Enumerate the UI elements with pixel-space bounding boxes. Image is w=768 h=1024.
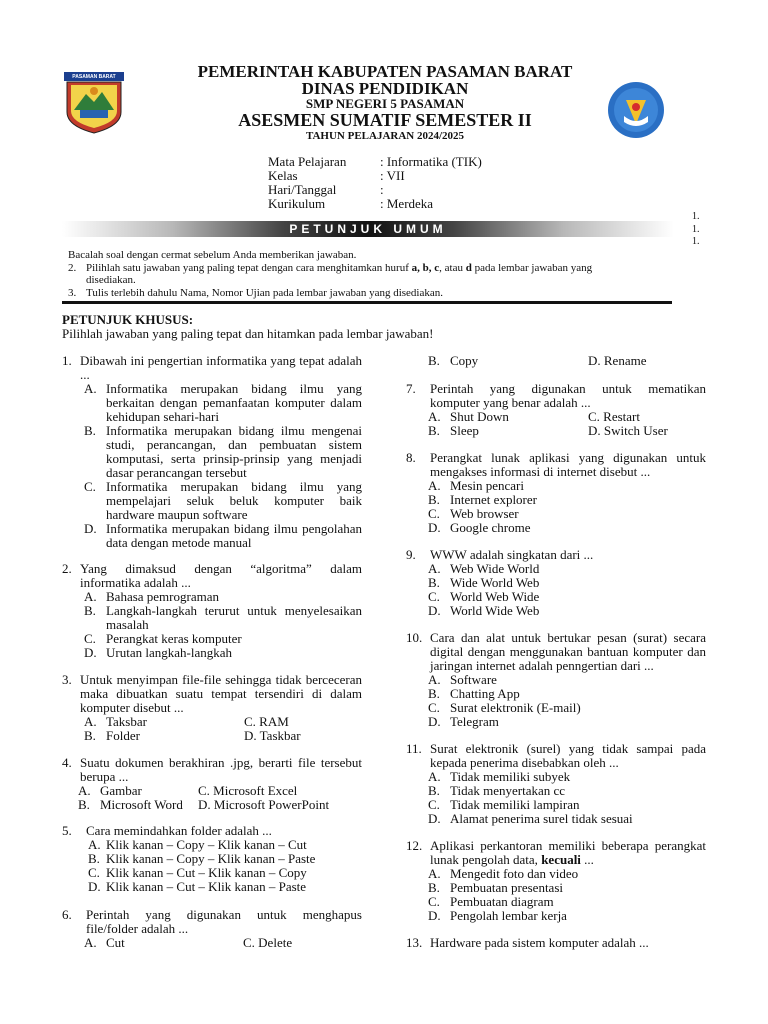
question-number: 8. (406, 450, 416, 465)
info-row-subject (268, 155, 482, 169)
option-b[interactable] (428, 493, 706, 507)
option-letter: B. (78, 797, 90, 812)
option-text: Pembuatan diagram (450, 894, 554, 909)
option-b[interactable] (428, 576, 706, 590)
option-a[interactable] (84, 590, 362, 604)
option-text: Google chrome (450, 520, 531, 535)
option-letter: A. (78, 783, 91, 798)
question-stem: Cara dan alat untuk bertukar pesan (surat) secara digital dengan menggunakan bantuan komputer dan jaringan internet adalah penngertian dari ... (430, 630, 706, 673)
option-text: D. Switch User (588, 423, 668, 438)
question-9 (406, 548, 706, 618)
question-number: 5. (62, 823, 72, 838)
option-d[interactable] (198, 798, 378, 812)
option-b[interactable] (84, 604, 362, 632)
option-text: Informatika merupakan bidang ilmu pengolahan data dengan metode manual (106, 521, 362, 550)
option-text: Internet explorer (450, 492, 537, 507)
instruction-continuation: disediakan. (86, 274, 136, 286)
option-letter: D. (428, 520, 441, 535)
instruction-bold: a, b, c (411, 262, 440, 274)
question-stem: Hardware pada sistem komputer adalah ... (430, 935, 649, 950)
question-stem: Perangkat lunak aplikasi yang digunakan untuk mengakses informasi di internet disebut ... (430, 450, 706, 479)
option-letter: D. (428, 603, 441, 618)
option-text: Mesin pencari (450, 478, 525, 493)
question-number: 1. (62, 353, 72, 368)
question-3 (62, 673, 362, 743)
option-text: Langkah-langkah terurut untuk menyelesaikan masalah (106, 603, 362, 632)
option-text: C. Restart (588, 409, 640, 424)
option-d[interactable] (84, 646, 362, 660)
option-letter: B. (88, 851, 100, 866)
option-a[interactable] (428, 410, 588, 424)
option-d[interactable] (244, 729, 404, 743)
option-letter: A. (428, 409, 441, 424)
side-number: 1. (692, 236, 700, 247)
question-number: 7. (406, 381, 416, 396)
option-letter: C. (88, 865, 100, 880)
question-stem (430, 839, 706, 867)
stem-text: Aplikasi perkantoran memiliki beberapa perangkat lunak pengolah data, (430, 838, 706, 867)
option-text: Folder (106, 728, 140, 743)
option-d[interactable] (428, 909, 706, 923)
question-stem: Dibawah ini pengertian informatika yang tepat adalah ... (80, 353, 362, 382)
option-text: Wide World Web (450, 575, 540, 590)
option-text: D. Microsoft PowerPoint (198, 797, 330, 812)
info-row-date (268, 183, 482, 197)
option-text: Urutan langkah-langkah (106, 645, 232, 660)
option-text: Pengolah lembar kerja (450, 908, 567, 923)
option-letter: D. (84, 521, 97, 536)
question-10 (406, 631, 706, 729)
question-1 (62, 354, 362, 550)
option-d[interactable] (428, 715, 706, 729)
question-7 (406, 382, 706, 438)
option-text: Perangkat keras komputer (106, 631, 242, 646)
side-number: 1. (692, 211, 700, 222)
government-title: PEMERINTAH KABUPATEN PASAMAN BARAT (197, 62, 573, 81)
option-letter: B. (428, 353, 440, 368)
option-d[interactable] (588, 424, 728, 438)
option-text: World Wide Web (450, 603, 540, 618)
option-text: Klik kanan – Copy – Klik kanan – Paste (106, 851, 316, 866)
option-text: Web browser (450, 506, 519, 521)
question-stem: Perintah yang digunakan untuk menghapus file/folder adalah ... (86, 907, 362, 936)
option-letter: A. (428, 672, 441, 687)
specific-instructions-text: Pilihlah jawaban yang paling tepat dan hitamkan pada lembar jawaban! (62, 326, 434, 341)
option-letter: C. (84, 631, 96, 646)
option-letter: C. (428, 589, 440, 604)
assessment-title: ASESMEN SUMATIF SEMESTER II (238, 110, 532, 130)
option-c[interactable] (588, 410, 728, 424)
option-letter: C. (84, 479, 96, 494)
option-letter: D. (428, 714, 441, 729)
option-a[interactable] (78, 784, 198, 798)
option-text: Klik kanan – Cut – Klik kanan – Paste (106, 879, 307, 894)
stem-bold: kecuali (541, 852, 581, 867)
question-5 (62, 824, 362, 894)
info-label: Mata Pelajaran (268, 154, 347, 169)
specific-instructions-title: PETUNJUK KHUSUS: (62, 312, 194, 327)
option-letter: C. (428, 797, 440, 812)
info-row-curriculum (268, 197, 482, 211)
option-d[interactable] (428, 521, 706, 535)
option-text: Shut Down (450, 409, 509, 424)
option-text: Software (450, 672, 497, 687)
instruction-text: Bacalah soal dengan cermat sebelum Anda memberikan jawaban. (68, 249, 357, 261)
option-c[interactable] (428, 590, 706, 604)
option-letter: A. (84, 381, 97, 396)
option-text: Klik kanan – Cut – Klik kanan – Copy (106, 865, 307, 880)
instruction-3 (68, 287, 678, 299)
option-letter: B. (84, 728, 96, 743)
option-d[interactable] (84, 522, 362, 550)
question-number: 10. (406, 630, 423, 645)
option-b[interactable] (428, 784, 706, 798)
question-6 (62, 908, 362, 950)
instruction-number: 3. (68, 287, 77, 299)
option-letter: A. (84, 714, 97, 729)
question-stem: Suatu dokumen berakhiran .jpg, berarti file tersebut berupa ... (80, 755, 362, 784)
option-a[interactable] (84, 382, 362, 424)
option-text: Web Wide World (450, 561, 540, 576)
question-stem: Cara memindahkan folder adalah ... (86, 823, 272, 838)
option-c[interactable] (428, 798, 706, 812)
instruction-text: Pilihlah satu jawaban yang paling tepat dengan cara menghitamkan huruf (86, 262, 412, 274)
option-a[interactable] (428, 479, 706, 493)
option-b[interactable] (428, 881, 706, 895)
option-letter: B. (428, 423, 440, 438)
option-text: Mengedit foto dan video (450, 866, 579, 881)
info-value: : Merdeka (380, 196, 434, 211)
option-letter: A. (84, 935, 97, 950)
question-6-continued (406, 354, 706, 368)
question-stem: WWW adalah singkatan dari ... (430, 547, 594, 562)
question-number: 3. (62, 672, 72, 687)
option-text: Microsoft Word (100, 797, 183, 812)
school-name: SMP NEGERI 5 PASAMAN (305, 96, 465, 111)
stem-text: ... (580, 852, 594, 867)
option-text: Informatika merupakan bidang ilmu mengenai studi, perancangan, dan pembuatan sistem komputasi, serta prinsip-prinsip yang menjadi dasar perancangan tersebut (106, 423, 362, 480)
instruction-bold: d (465, 262, 472, 274)
option-d[interactable] (588, 354, 728, 368)
option-letter: A. (428, 866, 441, 881)
question-number: 9. (406, 547, 416, 562)
option-text: C. Delete (243, 935, 293, 950)
divider (62, 301, 672, 304)
option-letter: B. (428, 575, 440, 590)
option-letter: D. (88, 879, 101, 894)
general-instructions-title: PETUNJUK UMUM (289, 222, 447, 236)
option-text: Chatting App (450, 686, 520, 701)
department-title: DINAS PENDIDIKAN (301, 79, 469, 98)
option-letter: A. (428, 769, 441, 784)
option-b[interactable] (88, 852, 362, 866)
option-letter: A. (428, 478, 441, 493)
question-number: 4. (62, 755, 72, 770)
info-label: Kurikulum (268, 196, 326, 211)
option-text: Tidak menyertakan cc (450, 783, 566, 798)
option-a[interactable] (88, 838, 362, 852)
question-13 (406, 936, 706, 950)
option-letter: C. (428, 700, 440, 715)
info-row-class (268, 169, 482, 183)
option-letter: B. (428, 492, 440, 507)
question-11 (406, 742, 706, 826)
option-d[interactable] (428, 604, 706, 618)
option-d[interactable] (428, 812, 706, 826)
option-c[interactable] (428, 507, 706, 521)
logo-left-text: PASAMAN BARAT (72, 74, 116, 80)
option-c[interactable] (84, 480, 362, 522)
info-table (268, 155, 482, 211)
option-letter: B. (428, 783, 440, 798)
option-c[interactable] (428, 701, 706, 715)
option-letter: D. (428, 908, 441, 923)
option-text: Taksbar (106, 714, 147, 729)
option-letter: A. (88, 837, 101, 852)
option-b[interactable] (84, 424, 362, 480)
info-value: : Informatika (TIK) (380, 154, 482, 169)
option-letter: A. (84, 589, 97, 604)
info-label: Kelas (268, 168, 298, 183)
info-label: Hari/Tanggal (268, 182, 337, 197)
side-numbers (692, 211, 700, 249)
info-value: : (380, 182, 384, 197)
option-letter: A. (428, 561, 441, 576)
question-number: 2. (62, 561, 72, 576)
option-a[interactable] (428, 867, 706, 881)
instruction-number: 2. (68, 262, 77, 274)
option-b[interactable] (428, 354, 588, 368)
option-letter: C. (428, 506, 440, 521)
question-number: 12. (406, 838, 423, 853)
option-text: Pembuatan presentasi (450, 880, 563, 895)
instruction-text: Tulis terlebih dahulu Nama, Nomor Ujian pada lembar jawaban yang disediakan. (86, 287, 444, 299)
option-a[interactable] (428, 562, 706, 576)
instruction-2 (68, 262, 678, 286)
option-text: D. Taskbar (244, 728, 301, 743)
option-c[interactable] (198, 784, 378, 798)
option-d[interactable] (88, 880, 362, 894)
question-number: 6. (62, 907, 72, 922)
option-text: Tidak memiliki lampiran (450, 797, 580, 812)
question-4 (62, 756, 362, 812)
option-a[interactable] (84, 715, 244, 729)
option-text: C. RAM (244, 714, 289, 729)
option-b[interactable] (84, 729, 244, 743)
option-c[interactable] (243, 936, 383, 950)
question-12 (406, 839, 706, 923)
option-text: Tidak memiliki subyek (450, 769, 571, 784)
instruction-text: pada lembar jawaban yang (471, 262, 593, 274)
option-b[interactable] (78, 798, 198, 812)
side-number: 1. (692, 223, 700, 235)
option-text: Surat elektronik (E-mail) (450, 700, 581, 715)
option-b[interactable] (428, 424, 588, 438)
info-value: : VII (380, 168, 405, 183)
option-a[interactable] (428, 770, 706, 784)
option-letter: D. (84, 645, 97, 660)
option-text: Bahasa pemrograman (106, 589, 219, 604)
option-a[interactable] (84, 936, 243, 950)
option-letter: B. (428, 880, 440, 895)
option-a[interactable] (428, 673, 706, 687)
question-number: 11. (406, 741, 422, 756)
instruction-1 (68, 249, 678, 261)
option-text: Telegram (450, 714, 499, 729)
option-text: Cut (106, 935, 125, 950)
question-stem: Surat elektronik (surel) yang tidak sampai pada kepada penerima disebabkan oleh ... (430, 741, 706, 770)
option-letter: B. (428, 686, 440, 701)
pasaman-barat-logo (62, 72, 126, 134)
option-text: Gambar (100, 783, 142, 798)
question-8 (406, 451, 706, 535)
question-stem: Yang dimaksud dengan “algoritma” dalam informatika adalah ... (80, 561, 362, 590)
option-text: Klik kanan – Copy – Klik kanan – Cut (106, 837, 307, 852)
question-2 (62, 562, 362, 660)
option-text: D. Rename (588, 353, 647, 368)
option-c[interactable] (84, 632, 362, 646)
option-letter: C. (428, 894, 440, 909)
option-text: Sleep (450, 423, 479, 438)
option-c[interactable] (88, 866, 362, 880)
option-text: Informatika merupakan bidang ilmu yang mempelajari seluk beluk komputer baik hardware maupun software (106, 479, 362, 522)
question-stem: Perintah yang digunakan untuk mematikan komputer yang benar adalah ... (430, 381, 706, 410)
option-text: World Web Wide (450, 589, 540, 604)
option-letter: B. (84, 423, 96, 438)
option-text: C. Microsoft Excel (198, 783, 298, 798)
option-text: Copy (450, 353, 479, 368)
question-number: 13. (406, 935, 423, 950)
instruction-text: , atau (439, 262, 466, 274)
option-letter: D. (428, 811, 441, 826)
option-text: Informatika merupakan bidang ilmu yang berkaitan dengan pemanfaatan komputer dalam kehidupan sehari-hari (106, 381, 362, 424)
option-c[interactable] (428, 895, 706, 909)
option-letter: B. (84, 603, 96, 618)
option-c[interactable] (244, 715, 404, 729)
question-stem: Untuk menyimpan file-file sehingga tidak berceceran maka dibuatkan suatu tempat tersendiri di dalam komputer disebut ... (80, 672, 362, 715)
option-text: Alamat penerima surel tidak sesuai (450, 811, 633, 826)
option-b[interactable] (428, 687, 706, 701)
academic-year: TAHUN PELAJARAN 2024/2025 (305, 130, 465, 142)
